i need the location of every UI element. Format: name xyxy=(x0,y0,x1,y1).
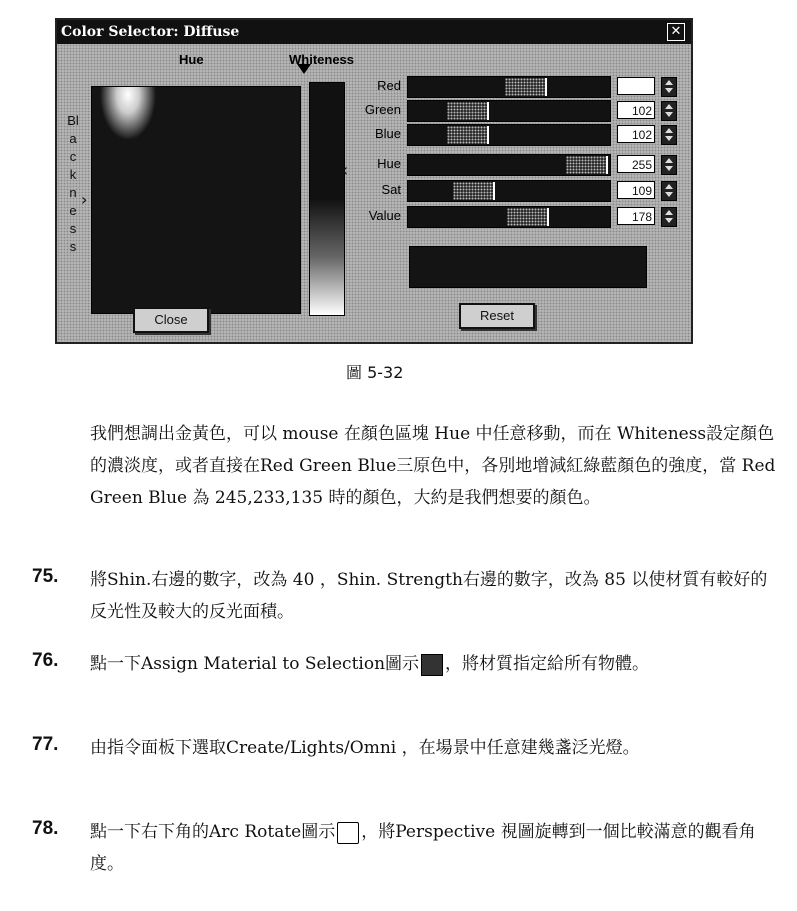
hue-slider[interactable] xyxy=(407,154,611,176)
hue-label: Hue xyxy=(377,156,401,171)
color-preview-swatch xyxy=(409,246,647,288)
green-spinner-icon[interactable] xyxy=(661,101,677,121)
red-value-field[interactable] xyxy=(617,77,655,95)
hue-blackness-picker[interactable] xyxy=(91,86,301,314)
close-icon[interactable]: ✕ xyxy=(667,23,685,41)
sat-slider-fill xyxy=(453,182,493,200)
value-spinner-icon[interactable] xyxy=(661,207,677,227)
sat-slider-thumb[interactable] xyxy=(493,182,495,200)
dialog-title: Color Selector: Diffuse xyxy=(61,24,240,40)
sat-value-field[interactable]: 109 xyxy=(617,181,655,199)
sat-label: Sat xyxy=(381,182,401,197)
color-selector-dialog xyxy=(55,18,693,344)
step-text: 由指令面板下選取Create/Lights/Omni ，在場景中任意建幾盞泛光燈。 xyxy=(90,738,640,758)
value-label: Value xyxy=(368,208,401,223)
red-slider[interactable] xyxy=(407,76,611,98)
step-text-after: ，將材質指定給所有物體。 xyxy=(445,654,650,674)
step-number: 77. xyxy=(32,734,59,755)
green-label: Green xyxy=(364,102,401,117)
value-slider[interactable] xyxy=(407,206,611,228)
green-slider-fill xyxy=(447,102,487,120)
red-slider-thumb[interactable] xyxy=(545,78,547,96)
whiteness-strip[interactable] xyxy=(309,82,345,316)
dialog-titlebar xyxy=(57,20,691,44)
blackness-arrow-icon[interactable]: › xyxy=(81,190,88,209)
strip-marker-icon: ⁞ xyxy=(299,180,303,191)
close-button[interactable]: Close xyxy=(133,307,209,333)
step-text-after: ，將Perspective 視圖旋轉到一個比較滿意的觀看角度。 xyxy=(90,822,756,874)
step-number: 76. xyxy=(32,650,59,671)
arc-rotate-icon xyxy=(337,822,359,844)
sat-spinner-icon[interactable] xyxy=(661,181,677,201)
blue-value-field[interactable]: 102 xyxy=(617,125,655,143)
body-paragraph: 我們想調出金黃色，可以 mouse 在顏色區塊 Hue 中任意移動，而在 Whiteness設定顏色的濃淡度，或者直接在Red Green Blue三原色中，各別地增減紅綠藍顏色的強度，當 Red Green Blue 為 245,233,135 時的顏色，大約是我們想要的顏色。 xyxy=(90,424,776,508)
blue-label: Blue xyxy=(374,126,401,141)
whiteness-label: Whiteness xyxy=(289,52,355,67)
green-slider-thumb[interactable] xyxy=(487,102,489,120)
assign-material-icon xyxy=(421,654,443,676)
figure-caption: 圖 5-32 xyxy=(346,363,404,382)
value-value-field[interactable]: 178 xyxy=(617,207,655,225)
value-slider-thumb[interactable] xyxy=(547,208,549,226)
blue-spinner-icon[interactable] xyxy=(661,125,677,145)
red-spinner-icon[interactable] xyxy=(661,77,677,97)
hue-value-field[interactable]: 255 xyxy=(617,155,655,173)
blue-slider[interactable] xyxy=(407,124,611,146)
blackness-label: Blackness xyxy=(67,113,79,254)
sat-slider[interactable] xyxy=(407,180,611,202)
green-slider[interactable] xyxy=(407,100,611,122)
step-number: 78. xyxy=(32,818,59,839)
red-slider-fill xyxy=(505,78,545,96)
blue-slider-fill xyxy=(447,126,487,144)
hue-slider-thumb[interactable] xyxy=(606,156,608,174)
step-text xyxy=(90,648,780,680)
green-value-field[interactable]: 102 xyxy=(617,101,655,119)
hsv-pointer-icon: ‹ xyxy=(341,160,349,181)
hue-spinner-icon[interactable] xyxy=(661,155,677,175)
reset-button[interactable]: Reset xyxy=(459,303,535,329)
step-number: 75. xyxy=(32,566,59,587)
blue-slider-thumb[interactable] xyxy=(487,126,489,144)
whiteness-arrow-icon[interactable] xyxy=(297,64,311,74)
step-text xyxy=(90,816,780,880)
step-text-before: 點一下右下角的Arc Rotate圖示 xyxy=(90,822,336,842)
red-label: Red xyxy=(377,78,401,93)
hue-slider-fill xyxy=(566,156,606,174)
value-slider-fill xyxy=(507,208,547,226)
step-text-before: 點一下Assign Material to Selection圖示 xyxy=(90,654,420,674)
hue-label: Hue xyxy=(179,52,204,67)
step-text: 將Shin.右邊的數字，改為 40 ，Shin. Strength右邊的數字，改為 85 以使材質有較好的反光性及較大的反光面積。 xyxy=(90,570,768,622)
